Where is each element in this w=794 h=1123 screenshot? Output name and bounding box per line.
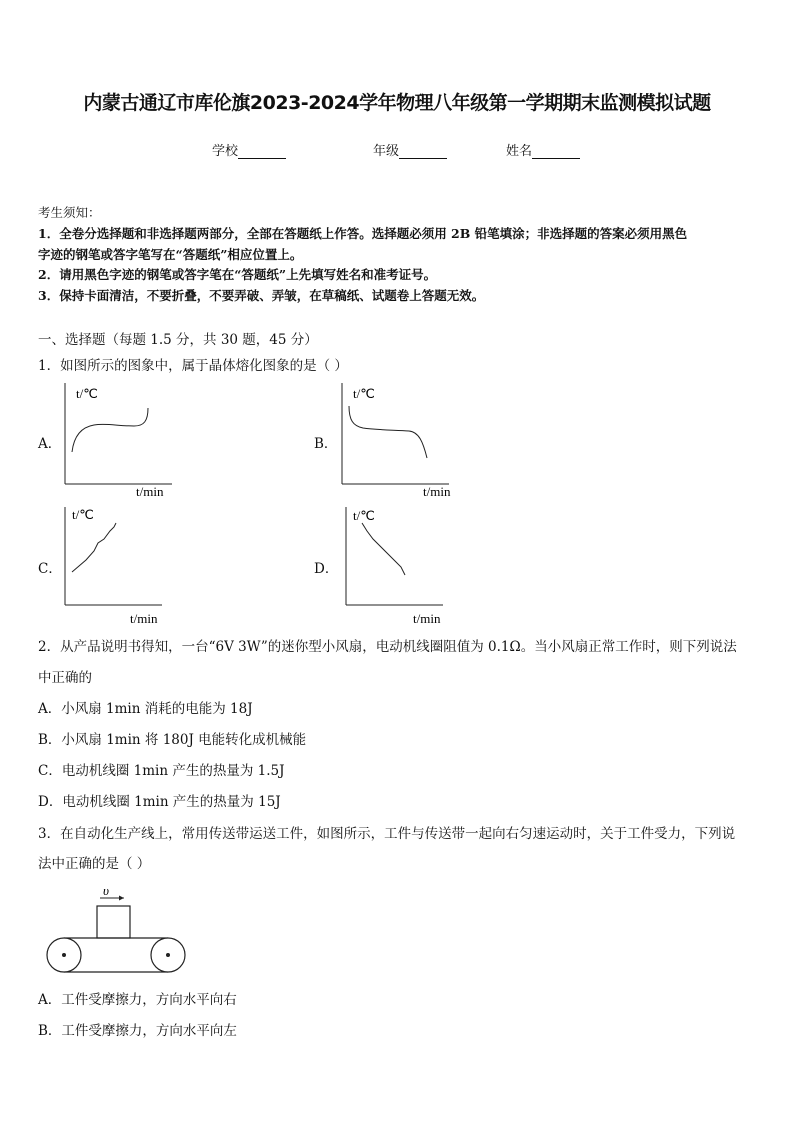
grade-label: 年级	[373, 144, 400, 159]
graph-a	[56, 380, 186, 502]
graph-a-curve	[72, 408, 148, 452]
workpiece-block	[97, 906, 130, 938]
right-pulley-axle	[166, 953, 170, 957]
grade-blank[interactable]	[399, 144, 447, 159]
q2-option-c[interactable]: C．电动机线圈 1min 产生的热量为 1.5J	[38, 763, 285, 779]
name-label: 姓名	[506, 144, 533, 159]
grade-field[interactable]	[373, 140, 447, 159]
graph-c-curve	[72, 523, 116, 572]
q2-option-a[interactable]: A．小风扇 1min 消耗的电能为 18J	[38, 701, 253, 717]
page-title: 内蒙古通辽市库伦旗2023-2024学年物理八年级第一学期期末监测模拟试题	[83, 92, 711, 114]
school-label: 学校	[212, 144, 239, 159]
name-field[interactable]	[506, 140, 580, 159]
q1-option-d-label[interactable]: D．	[314, 561, 339, 577]
question-3-text-b: 法中正确的是（ ）	[38, 856, 151, 872]
graph-b-x-label: t/min	[423, 484, 451, 499]
graph-d	[337, 505, 467, 627]
conveyor-diagram	[42, 882, 192, 978]
velocity-label: υ	[103, 883, 109, 898]
school-blank[interactable]	[238, 144, 286, 159]
q2-option-b[interactable]: B．小风扇 1min 将 180J 电能转化成机械能	[38, 732, 307, 748]
graph-b	[333, 380, 463, 502]
q1-option-c-label[interactable]: C．	[38, 561, 62, 577]
name-blank[interactable]	[532, 144, 580, 159]
graph-d-curve	[362, 523, 405, 575]
notice-line-3: 3．保持卡面清洁，不要折叠，不要弄破、弄皱，在草稿纸、试题卷上答题无效。	[38, 288, 485, 303]
school-field[interactable]	[212, 140, 286, 159]
q1-option-b-label[interactable]: B．	[314, 436, 338, 452]
graph-b-y-label: t/℃	[353, 386, 375, 401]
notice-line-1b: 字迹的钢笔或答字笔写在“答题纸”相应位置上。	[38, 247, 303, 262]
graph-c	[56, 505, 186, 627]
q1-option-a-label[interactable]: A．	[38, 436, 62, 452]
velocity-arrow-head	[119, 896, 124, 901]
graph-d-y-label: t/℃	[353, 508, 375, 523]
notice-line-2: 2．请用黑色字迹的钢笔或答字笔在“答题纸”上先填写姓名和准考证号。	[38, 267, 437, 282]
graph-b-curve	[349, 406, 427, 458]
q3-option-b[interactable]: B．工件受摩擦力，方向水平向左	[38, 1023, 237, 1039]
question-2-text-b: 中正确的	[38, 670, 92, 686]
question-2-text-a: 2．从产品说明书得知，一台“6V 3W”的迷你型小风扇，电动机线圈阻值为 0.1Ω。当小风扇正常工作时，则下列说法	[38, 639, 737, 655]
left-pulley-axle	[62, 953, 66, 957]
graph-d-x-label: t/min	[413, 611, 441, 626]
notice-line-1a: 1．全卷分选择题和非选择题两部分，全部在答题纸上作答。选择题必须用 2B 铅笔填涂；非选择题的答案必须用黑色	[38, 226, 688, 241]
question-3-text-a: 3．在自动化生产线上，常用传送带运送工件，如图所示，工件与传送带一起向右匀速运动时，关于工件受力，下列说	[38, 826, 736, 842]
graph-a-x-label: t/min	[136, 484, 164, 499]
q3-option-a[interactable]: A．工件受摩擦力，方向水平向右	[38, 992, 237, 1008]
q2-option-d[interactable]: D．电动机线圈 1min 产生的热量为 15J	[38, 794, 281, 810]
graph-c-y-label: t/℃	[72, 507, 94, 522]
section-heading: 一、选择题（每题 1.5 分，共 30 题，45 分）	[38, 332, 318, 348]
question-1-text: 1．如图所示的图象中，属于晶体熔化图象的是（ ）	[38, 358, 348, 374]
graph-a-y-label: t/℃	[76, 386, 98, 401]
graph-c-x-label: t/min	[130, 611, 158, 626]
notice-heading: 考生须知：	[38, 205, 101, 220]
